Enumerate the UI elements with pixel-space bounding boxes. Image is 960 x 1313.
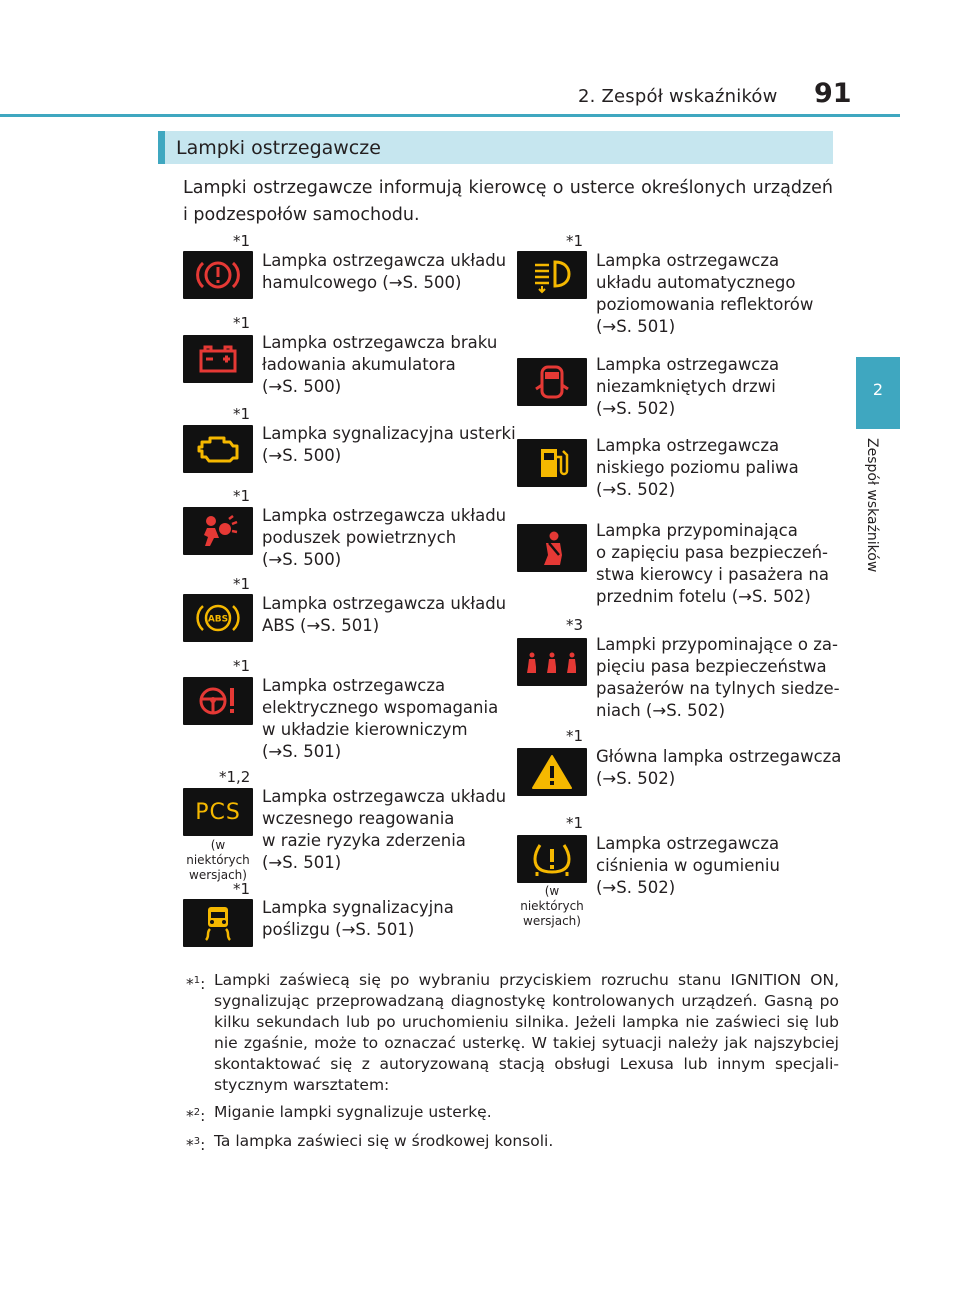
abs-icon-text: ABS xyxy=(207,614,229,625)
brake-warning-label: Lampka ostrzegawcza układu hamulcowego (→S. 500) xyxy=(262,251,507,292)
footnote-mark: *1 xyxy=(566,814,584,832)
footnote-mark: *1 xyxy=(233,405,251,423)
door-open-icon xyxy=(517,358,587,406)
footnote-1-key: *$^1$: xyxy=(186,975,206,994)
abs-label: Lampka ostrzegawcza układu ABS (→S. 501) xyxy=(262,594,507,635)
check-engine-label: Lampka sygnalizacyjna usterki (→S. 500) xyxy=(262,424,516,465)
footnote-mark: *1 xyxy=(233,657,251,675)
chapter-title: 2. Zespół wskaźników xyxy=(578,86,778,107)
abs-icon xyxy=(183,594,253,642)
door-open-label: Lampka ostrzegawcza niezamkniętych drzwi (→S. 502) xyxy=(596,355,780,418)
footnote-mark: *1 xyxy=(566,232,584,250)
footnote-mark: *1 xyxy=(233,232,251,250)
battery-icon xyxy=(183,335,253,383)
tire-pressure-label: Lampka ostrzegawcza ciśnienia w ogumieniu (→S. 502) xyxy=(596,834,780,897)
airbag-icon xyxy=(183,507,253,555)
footnote-mark: *1 xyxy=(566,727,584,745)
battery-warning-label: Lampka ostrzegawcza braku ładowania akumulatora (→S. 500) xyxy=(262,333,498,396)
footnote-2-key: *$^2$: xyxy=(186,1107,206,1126)
footnote-mark: *1 xyxy=(233,314,251,332)
footnote-mark: *1 xyxy=(233,487,251,505)
master-warning-label: Główna lampka ostrzegawcza (→S. 502) xyxy=(596,747,842,788)
section-heading xyxy=(158,131,833,164)
page-number: 91 xyxy=(814,78,852,109)
footnote-1: *$^1$: Lampki zaświecą się po wybraniu przyciskiem rozruchu stanu IGNITION ON, sygnalizując przeprowadzaną diagnostykę kontrolowanych urządzeń. Gasną po kilku sekundach lub po uruchomieniu silnika. Jeżeli lampka nie zaświeci się lub nie zgaśnie, może to oznaczać usterkę. W takiej sytuacji należy jak najszybciej skontaktować się z autoryzowaną stacją obsługi Lexusa lub innym specjalistycznym warsztatem: xyxy=(186,971,839,1094)
slip-indicator-icon xyxy=(183,899,253,947)
slip-label: Lampka sygnalizacyjna poślizgu (→S. 501) xyxy=(262,898,454,939)
variant-note: (w niektórych wersjach) xyxy=(520,884,584,928)
fuel-icon xyxy=(517,439,587,487)
seatbelt-icon xyxy=(517,524,587,572)
rear-seatbelt-label: Lampki przypominające o za- pięciu pasa bezpieczeństwa pasażerów na tylnych siedze- niach (→S. 502) xyxy=(596,635,840,720)
rear-seatbelt-icon xyxy=(517,638,587,686)
pcs-icon: PCS xyxy=(183,788,253,836)
section-intro: Lampki ostrzegawcze informują kierowcę o usterce określonych urządzeń i podzespołów samochodu. xyxy=(183,178,833,225)
footnote-mark: *3 xyxy=(566,616,584,634)
footnote-2: *$^2$: Miganie lampki sygnalizuje usterkę. xyxy=(186,1103,492,1126)
chapter-tab-label xyxy=(860,438,882,608)
footnote-mark: *1 xyxy=(233,575,251,593)
footnote-3: *$^3$: Ta lampka zaświeci się w środkowej konsoli. xyxy=(186,1132,554,1155)
power-steering-icon xyxy=(183,677,253,725)
pcs-label: Lampka ostrzegawcza układu wczesnego reagowania w razie ryzyka zderzenia (→S. 501) xyxy=(262,787,507,872)
headlight-leveling-icon xyxy=(517,251,587,299)
power-steering-label: Lampka ostrzegawcza elektrycznego wspomagania w układzie kierowniczym (→S. 501) xyxy=(262,676,499,761)
variant-note: (w niektórych wersjach) xyxy=(186,838,250,882)
footnote-3-key: *$^3$: xyxy=(186,1136,206,1155)
footnote-mark: *1,2 xyxy=(219,768,251,786)
check-engine-icon xyxy=(183,425,253,473)
headlight-leveling-label: Lampka ostrzegawcza układu automatycznego poziomowania reflektorów (→S. 501) xyxy=(596,251,814,336)
section-title: Lampki ostrzegawcze xyxy=(176,137,381,159)
airbag-label: Lampka ostrzegawcza układu poduszek powietrznych (→S. 500) xyxy=(262,506,507,569)
header-rule xyxy=(0,114,900,117)
seatbelt-label: Lampka przypominająca o zapięciu pasa bezpieczeń- stwa kierowcy i pasażera na przednim fotelu (→S. 502) xyxy=(596,521,829,606)
fuel-label: Lampka ostrzegawcza niskiego poziomu paliwa (→S. 502) xyxy=(596,436,799,499)
chapter-tab-label-text: Zespół wskaźników xyxy=(864,438,880,573)
section-heading-accent xyxy=(158,131,165,164)
tire-pressure-icon xyxy=(517,835,587,883)
brake-warning-icon xyxy=(183,251,253,299)
footnote-mark: *1 xyxy=(233,880,251,898)
master-warning-icon xyxy=(517,748,587,796)
chapter-tab-number: 2 xyxy=(872,380,884,399)
